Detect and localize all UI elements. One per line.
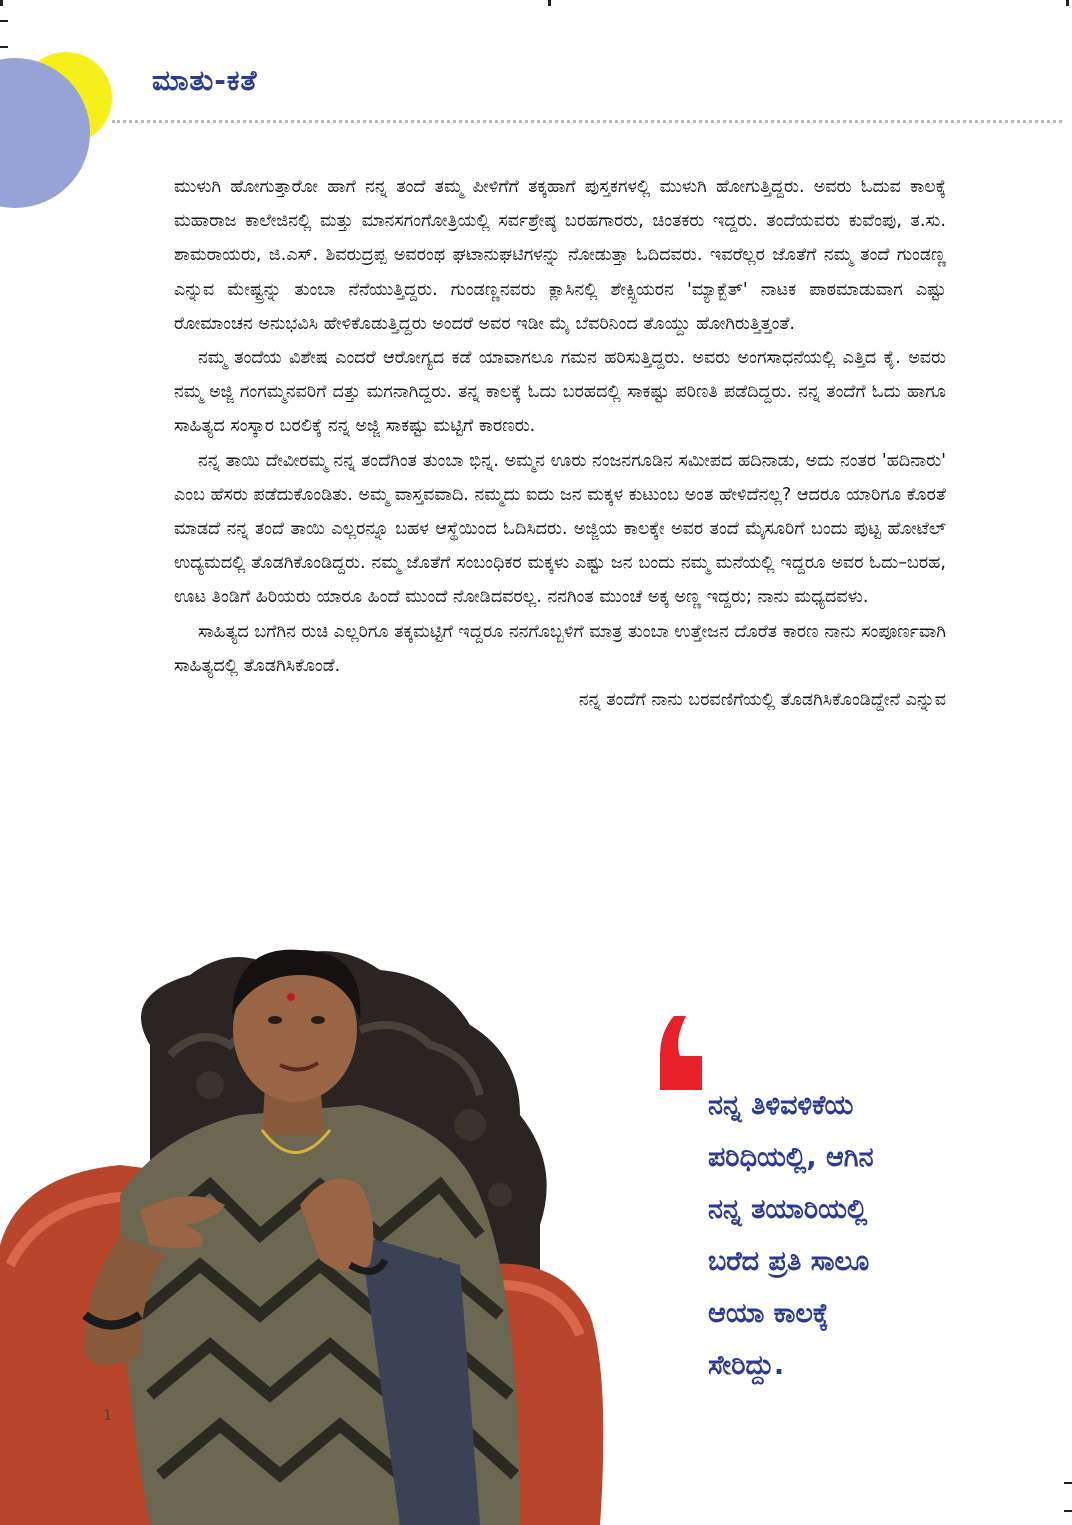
paragraph: ಸಾಹಿತ್ಯದ ಬಗೆಗಿನ ರುಚಿ ಎಲ್ಲರಿಗೂ ತಕ್ಕಮಟ್ಟಿಗೆ ಇದ್ದರೂ ನನಗೊಬ್ಬಳಿಗೆ ಮಾತ್ರ ತುಂಬಾ ಉತ್ತೇಜನ ದೊರೆತ ಕಾರಣ ನಾನು ಸಂಪೂರ್ಣವಾಗಿ ಸಾಹಿತ್ಯದಲ್ಲಿ ತೊಡಗಿಸಿಕೊಂಡೆ. bbox=[174, 621, 946, 676]
pull-quote-line: ನನ್ನ ತಿಳಿವಳಿಕೆಯ bbox=[708, 1090, 854, 1121]
pull-quote-line: ಆಯಾ ಕಾಲಕ್ಕೆ bbox=[708, 1298, 829, 1329]
pull-quote-line: ಸೇರಿದ್ದು. bbox=[708, 1350, 785, 1381]
crop-mark bbox=[548, 0, 551, 6]
pull-quote bbox=[708, 1080, 1008, 1392]
page-number: 1 bbox=[103, 1408, 112, 1424]
portrait-photo bbox=[0, 935, 640, 1525]
header-divider bbox=[112, 120, 1062, 123]
pull-quote-line: ಪರಿಧಿಯಲ್ಲಿ, ಆಗಿನ bbox=[708, 1142, 874, 1173]
paragraph: ಮುಳುಗಿ ಹೋಗುತ್ತಾರೋ ಹಾಗೆ ನನ್ನ ತಂದೆ ತಮ್ಮ ಪೀಳಿಗೆಗೆ ತಕ್ಕಹಾಗೆ ಪುಸ್ತಕಗಳಲ್ಲಿ ಮುಳುಗಿ ಹೋಗುತ್ತಿದ್ದರು. ಅವರು ಓದುವ ಕಾಲಕ್ಕೆ ಮಹಾರಾಜ ಕಾಲೇಜಿನಲ್ಲಿ ಮತ್ತು ಮಾನಸಗಂಗೋತ್ರಿಯಲ್ಲಿ ಸರ್ವಶ್ರೇಷ್ಠ ಬರಹಗಾರರು, ಚಿಂತಕರು ಇದ್ದರು. ತಂದೆಯವರು ಕುವೆಂಪು, ತ.ಸು. ಶಾಮರಾಯರು, ಜಿ.ಎಸ್. ಶಿವರುದ್ರಪ್ಪ ಅವರಂಥ ಘಟಾನುಘಟಿಗಳನ್ನು ನೋಡುತ್ತಾ ಓದಿದವರು. ಇವರೆಲ್ಲರ ಜೊತೆಗೆ ನಮ್ಮ ತಂದೆ ಗುಂಡಣ್ಣ ಎನ್ನುವ ಮೇಷ್ಟ್ರನ್ನು ತುಂಬಾ ನೆನೆಯುತ್ತಿದ್ದರು. ಗುಂಡಣ್ಣನವರು ಕ್ಲಾಸಿನಲ್ಲಿ ಶೇಕ್ಸ್ಪಿಯರನ 'ಮ್ಯಾಕ್ಬೆತ್' ನಾಟಕ ಪಾಠಮಾಡುವಾಗ ಎಷ್ಟು ರೋಮಾಂಚನ ಅನುಭವಿಸಿ ಹೇಳಿಕೊಡುತ್ತಿದ್ದರು ಅಂದರೆ ಅವರ ಇಡೀ ಮೈ ಬೆವರಿನಿಂದ ತೊಯ್ದು ಹೋಗಿರುತ್ತಿತ್ತಂತೆ. bbox=[174, 177, 946, 334]
pull-quote-line: ನನ್ನ ತಯಾರಿಯಲ್ಲಿ bbox=[708, 1194, 868, 1225]
article-body bbox=[174, 170, 946, 717]
crop-mark bbox=[0, 0, 3, 6]
paragraph: ನನ್ನ ತಾಯಿ ದೇವೀರಮ್ಮ ನನ್ನ ತಂದೆಗಿಂತ ತುಂಬಾ ಭಿನ್ನ. ಅಮ್ಮನ ಊರು ನಂಜನಗೂಡಿನ ಸಮೀಪದ ಹದಿನಾಡು, ಅದು ನಂತರ 'ಹದಿನಾರು' ಎಂಬ ಹೆಸರು ಪಡೆದುಕೊಂಡಿತು. ಅಮ್ಮ ವಾಸ್ತವವಾದಿ. ನಮ್ಮದು ಐದು ಜನ ಮಕ್ಕಳ ಕುಟುಂಬ ಅಂತ ಹೇಳಿದೆನಲ್ಲ? ಆದರೂ ಯಾರಿಗೂ ಕೊರತೆ ಮಾಡದೆ ನನ್ನ ತಂದೆ ತಾಯಿ ಎಲ್ಲರನ್ನೂ ಬಹಳ ಆಸ್ಥೆಯಿಂದ ಓದಿಸಿದರು. ಅಜ್ಜಿಯ ಕಾಲಕ್ಕೇ ಅವರ ತಂದೆ ಮೈಸೂರಿಗೆ ಬಂದು ಪುಟ್ಟ ಹೋಟೆಲ್ ಉದ್ಯಮದಲ್ಲಿ ತೊಡಗಿಕೊಂಡಿದ್ದರು. ನಮ್ಮ ಜೊತೆಗೆ ಸಂಬಂಧಿಕರ ಮಕ್ಕಳು ಎಷ್ಟು ಜನ ಬಂದು ನಮ್ಮ ಮನೆಯಲ್ಲಿ ಇದ್ದರೂ ಅವರ ಓದು–ಬರಹ, ಊಟ ತಿಂಡಿಗೆ ಹಿರಿಯರು ಯಾರೂ ಹಿಂದೆ ಮುಂದೆ ನೋಡಿದವರಲ್ಲ. ನನಗಿಂತ ಮುಂಚೆ ಅಕ್ಕ ಅಣ್ಣ ಇದ್ದರು; ನಾನು ಮಧ್ಯದವಳು. bbox=[174, 450, 946, 608]
section-title: ಮಾತು-ಕತೆ bbox=[152, 64, 258, 97]
crop-mark bbox=[1064, 1482, 1072, 1484]
paragraph: ನಮ್ಮ ತಂದೆಯ ವಿಶೇಷ ಎಂದರೆ ಆರೋಗ್ಯದ ಕಡೆ ಯಾವಾಗಲೂ ಗಮನ ಹರಿಸುತ್ತಿದ್ದರು. ಅವರು ಅಂಗಸಾಧನೆಯಲ್ಲಿ ಎತ್ತಿದ ಕೈ. ಅವರು ನಮ್ಮ ಅಜ್ಜಿ ಗಂಗಮ್ಮನವರಿಗೆ ದತ್ತು ಮಗನಾಗಿದ್ದರು. ತನ್ನ ಕಾಲಕ್ಕೆ ಓದು ಬರಹದಲ್ಲಿ ಸಾಕಷ್ಟು ಪರಿಣತಿ ಪಡೆದಿದ್ದರು. ನನ್ನ ತಂದೆಗೆ ಓದು ಹಾಗೂ ಸಾಹಿತ್ಯದ ಸಂಸ್ಕಾರ ಬರಲಿಕ್ಕೆ ನನ್ನ ಅಜ್ಜಿ ಸಾಕಷ್ಟು ಮಟ್ಟಿಗೆ ಕಾರಣರು. bbox=[174, 348, 946, 437]
crop-mark bbox=[0, 20, 8, 22]
quote-mark-icon bbox=[656, 1012, 702, 1092]
crop-mark bbox=[1066, 0, 1069, 6]
crop-mark bbox=[0, 46, 8, 48]
crop-mark bbox=[1064, 1510, 1072, 1512]
pull-quote-line: ಬರೆದ ಪ್ರತಿ ಸಾಲೂ bbox=[708, 1246, 870, 1277]
paragraph-continued: ನನ್ನ ತಂದೆಗೆ ನಾನು ಬರವಣಿಗೆಯಲ್ಲಿ ತೊಡಗಿಸಿಕೊಂಡಿದ್ದೇನೆ ಎನ್ನುವ bbox=[578, 690, 946, 711]
